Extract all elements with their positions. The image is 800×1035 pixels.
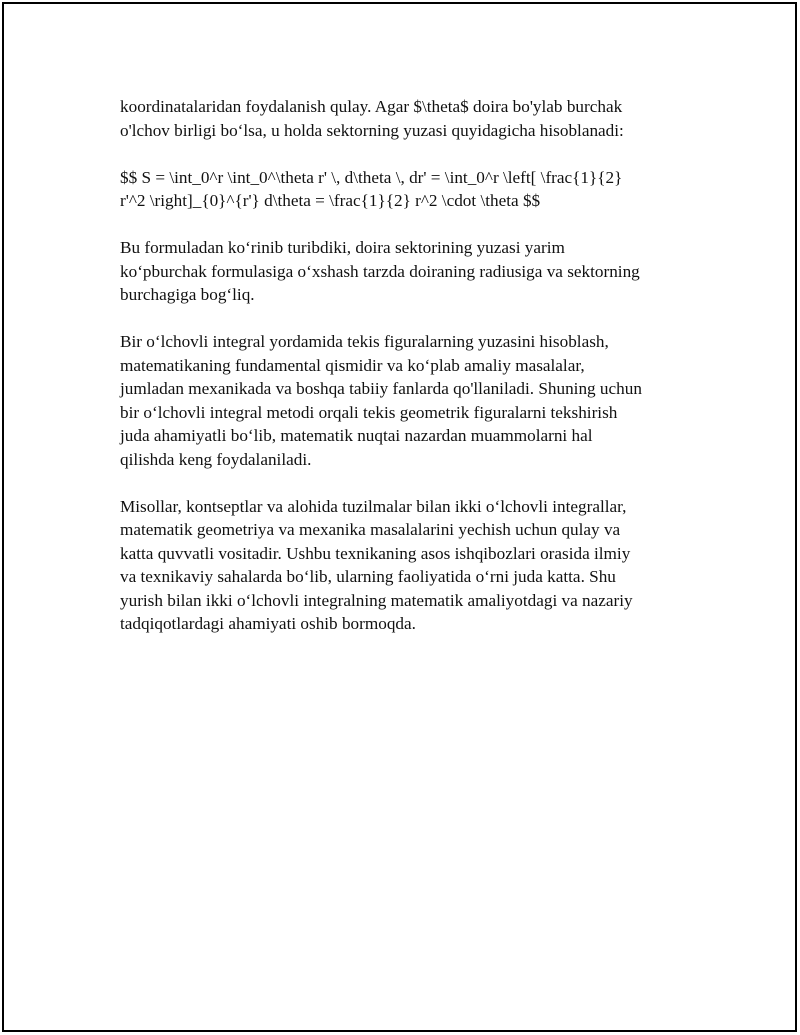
document-body	[120, 95, 685, 659]
text-line: koordinatalaridan foydalanish qulay. Agar $\theta$ doira bo'ylab burchak	[120, 97, 623, 116]
formula-line: r'^2 \right]_{0}^{r'} d\theta = \frac{1}{2} r^2 \cdot \theta $$	[120, 191, 541, 210]
text-line: katta quvvatli vositadir. Ushbu texnikaning asos ishqibozlari orasida ilmiy	[120, 543, 631, 563]
text-line: Bir o‘lchovli integral yordamida tekis figuralarning yuzasini hisoblash,	[120, 332, 609, 351]
text-line: o'lchov birligi bo‘lsa, u holda sektorning yuzasi quyidagicha hisoblanadi:	[120, 120, 624, 140]
text-line: Bu formuladan ko‘rinib turibdiki, doira sektorining yuzasi yarim	[120, 238, 565, 257]
text-line: bir o‘lchovli integral metodi orqali tekis geometrik figuralarni tekshirish	[120, 402, 618, 422]
paragraph-coordinates	[120, 95, 685, 142]
text-line: va texnikaviy sahalarda bo‘lib, ularning faoliyatida o‘rni juda katta. Shu	[120, 567, 616, 586]
paragraph-double-integral	[120, 495, 685, 636]
text-line: burchagiga bog‘liq.	[120, 285, 255, 304]
paragraph-single-integral	[120, 330, 685, 471]
text-line: juda ahamiyatli bo‘lib, matematik nuqtai nazardan muammolarni hal	[120, 426, 593, 445]
text-line: tadqiqotlardagi ahamiyati oshib bormoqda.	[120, 614, 416, 633]
paragraph-formula	[120, 166, 685, 213]
text-line: matematikaning fundamental qismidir va ko‘plab amaliy masalalar,	[120, 355, 585, 375]
formula-line: $$ S = \int_0^r \int_0^\theta r' \, d\theta \, dr' = \int_0^r \left[ \frac{1}{2}	[120, 167, 623, 187]
text-line: matematik geometriya va mexanika masalalarini yechish uchun qulay va	[120, 520, 621, 539]
paragraph-sector-area	[120, 236, 685, 307]
text-line: Misollar, kontseptlar va alohida tuzilmalar bilan ikki o‘lchovli integrallar,	[120, 496, 627, 516]
text-line: jumladan mexanikada va boshqa tabiiy fanlarda qo'llaniladi. Shuning uchun	[120, 379, 642, 398]
page-frame	[2, 2, 797, 1032]
text-line: ko‘pburchak formulasiga o‘xshash tarzda doiraning radiusiga va sektorning	[120, 261, 640, 281]
text-line: yurish bilan ikki o‘lchovli integralning matematik amaliyotdagi va nazariy	[120, 590, 633, 610]
text-line: qilishda keng foydalaniladi.	[120, 449, 312, 469]
